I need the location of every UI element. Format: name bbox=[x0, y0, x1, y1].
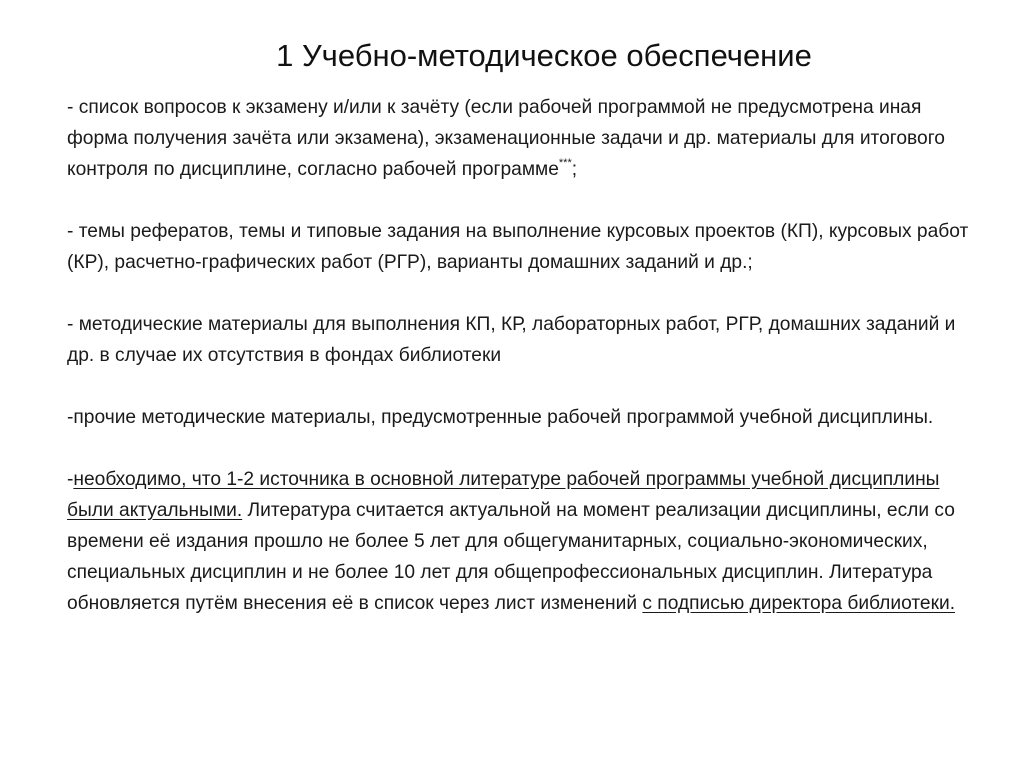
list-item-exam-questions bbox=[67, 92, 982, 185]
list-item-other-materials bbox=[67, 402, 982, 433]
item-text: -прочие методические материалы, предусмотренные рабочей программой учебной дисциплины. bbox=[67, 407, 934, 428]
underlined-requirement: необходимо, что 1-2 источника в основной литературе рабочей программы учебной дисциплины были актуальными. bbox=[67, 469, 940, 521]
item-text: - методические материалы для выполнения КП, КР, лабораторных работ, РГР, домашних заданий и др. в случае их отсутствия в фондах библиотеки bbox=[67, 314, 956, 366]
list-item-methodical-materials bbox=[67, 309, 982, 371]
underlined-signature-note: с подписью директора библиотеки. bbox=[642, 593, 956, 614]
item-text: - список вопросов к экзамену и/или к зачёту (если рабочей программой не предусмотрена иная форма получения зачёта или экзамена), экзаменационные задачи и др. материалы для итогового контроля по дисциплине, согласно рабочей программе bbox=[67, 97, 945, 180]
item-text: - темы рефератов, темы и типовые задания на выполнение курсовых проектов (КП), курсовых работ (КР), расчетно-графических работ (РГР), варианты домашних заданий и др.; bbox=[67, 221, 969, 273]
footnote-mark: *** bbox=[558, 157, 572, 169]
list-item-essay-topics bbox=[67, 216, 982, 278]
item-text: Литература считается актуальной на момент реализации дисциплины, если со времени её издания прошло не более 5 лет для общегуманитарных, социально-экономических, специальных дисциплин и не более 10 лет для общепрофессиональных дисциплин. Литература обновляется путём внесения её в список через лист изменений bbox=[67, 500, 955, 614]
slide-content bbox=[67, 92, 982, 619]
item-tail: ; bbox=[571, 159, 578, 180]
item-prefix: - bbox=[67, 469, 74, 490]
slide-title: 1 Учебно-методическое обеспечение bbox=[276, 38, 812, 73]
list-item-literature-requirement bbox=[67, 464, 982, 619]
